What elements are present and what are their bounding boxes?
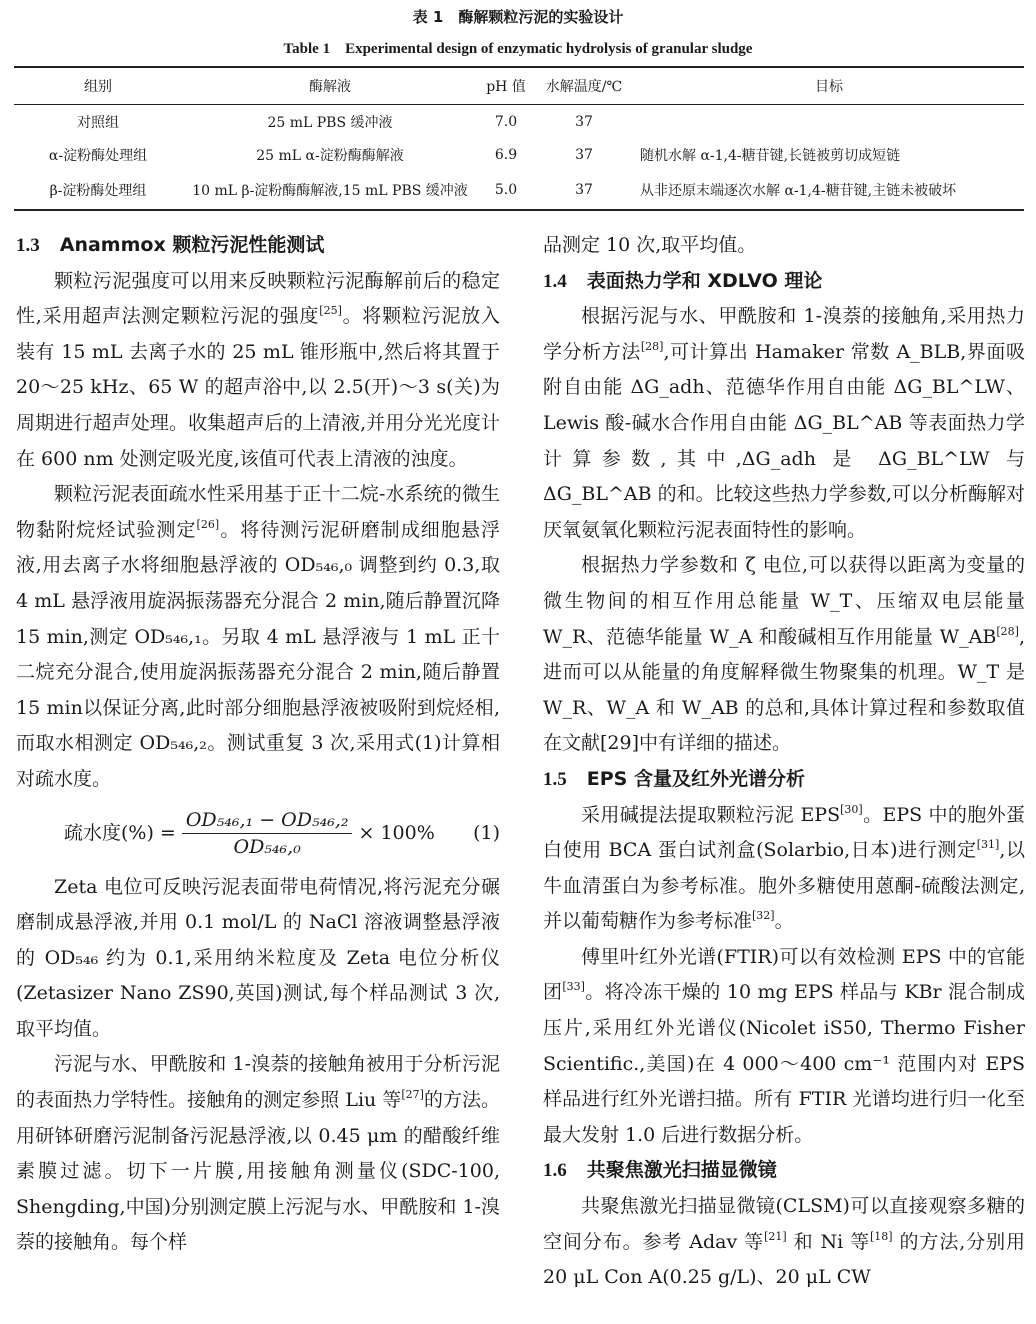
- table-cell: 对照组: [77, 114, 119, 131]
- left-column: [16, 228, 500, 1261]
- paragraph: 共聚焦激光扫描显微镜(CLSM)可以直接观察多糖的空间分布。参考 Adav 等[21] 和 Ni 等[18] 的方法,分别用 20 μL Con A(0.25 g/L)、20 μL CW: [543, 1195, 1025, 1289]
- citation[interactable]: [33]: [562, 980, 585, 994]
- citation[interactable]: [26]: [196, 517, 220, 531]
- paragraph: 采用碱提法提取颗粒污泥 EPS[30]。EPS 中的胞外蛋白使用 BCA 蛋白试剂盒(Solarbio,日本)进行测定[31],以牛血清蛋白为参考标准。胞外多糖使用蒽酮-硫酸法测定,并以葡萄糖作为参考标准[32]。: [543, 802, 1025, 933]
- table-cell: 5.0: [478, 171, 534, 210]
- citation[interactable]: [32]: [752, 909, 775, 923]
- paragraph: Zeta 电位可反映污泥表面带电荷情况,将污泥充分碾磨制成悬浮液,并用 0.1 mol/L 的 NaCl 溶液调整悬浮液的 OD₅₄₆ 约为 0.1,采用纳米粒度及 Zeta 电位分析仪(Zetasizer Nano ZS90,英国)测试,每个样品测试 3 次,取平均值。: [16, 875, 500, 1040]
- table-header-cell: 酶解液: [182, 67, 478, 105]
- citation[interactable]: [27]: [401, 1088, 424, 1102]
- section-heading-1-4: 1.4 表面热力学和 XDLVO 理论: [543, 269, 823, 292]
- citation[interactable]: [18]: [870, 1229, 893, 1243]
- table-cell: 10 mL β-淀粉酶酶解液,15 mL PBS 缓冲液: [182, 171, 478, 210]
- table-cell: 6.9: [494, 146, 518, 163]
- equation-1: [16, 798, 500, 870]
- table-cell: 随机水解 α-1,4-糖苷键,长链被剪切成短链: [640, 147, 901, 164]
- table-header-cell: 水解温度/℃: [534, 67, 634, 105]
- citation[interactable]: [25]: [319, 304, 342, 318]
- table-cell: 37: [575, 146, 593, 163]
- citation[interactable]: [28]: [640, 339, 664, 353]
- formula-numerator: OD₅₄₆,₁ − OD₅₄₆,₂: [182, 807, 353, 834]
- table-row: [14, 171, 1024, 210]
- formula-rhs: × 100%: [358, 821, 435, 844]
- paragraph: 颗粒污泥强度可以用来反映颗粒污泥酶解前后的稳定性,采用超声法测定颗粒污泥的强度[25]。将颗粒污泥放入装有 15 mL 去离子水的 25 mL 锥形瓶中,然后将其置于 20～25 kHz、65 W 的超声浴中,以 2.5(开)～3 s(关)为周期进行超声处理。收集超声后的上清液,并用分光光度计在 600 nm 处测定吸光度,该值可代表上清液的浊度。: [16, 269, 500, 470]
- formula-lhs: 疏水度(%) =: [64, 821, 176, 844]
- section-heading-1-5: 1.5 EPS 含量及红外光谱分析: [543, 767, 805, 790]
- formula-denominator: OD₅₄₆,₀: [233, 836, 301, 858]
- table-cell: 从非还原末端逐次水解 α-1,4-糖苷键,主链未被破坏: [634, 171, 1024, 210]
- paragraph: 颗粒污泥表面疏水性采用基于正十二烷-水系统的微生物黏附烷烃试验测定[26]。将待测污泥研磨制成细胞悬浮液,用去离子水将细胞悬浮液的 OD₅₄₆,₀ 调整到约 0.3,取 4 mL 悬浮液用旋涡振荡器充分混合 2 min,随后静置沉降 15 min,测定 OD₅₄₆,₁。另取 4 mL 悬浮液与 1 mL 正十二烷充分混合,使用旋涡振荡器充分混合 2 min,随后静置 15 min以保证分离,此时部分细胞悬浮液被吸附到烷烃相,而取水相测定 OD₅₄₆,₂。测试重复 3 次,采用式(1)计算相对疏水度。: [16, 483, 500, 790]
- table-cell: 37: [575, 113, 593, 130]
- paragraph: 根据污泥与水、甲酰胺和 1-溴萘的接触角,采用热力学分析方法[28],可计算出 Hamaker 常数 A_BLB,界面吸附自由能 ΔG_adh、范德华作用自由能 ΔG_BL^LW、Lewis 酸-碱水合作用自由能 ΔG_BL^AB 等表面热力学计算参数,其中,ΔG_adh 是 ΔG_BL^LW 与 ΔG_BL^AB 的和。比较这些热力学参数,可以分析酶解对厌氧氨氧化颗粒污泥表面特性的影响。: [543, 305, 1025, 541]
- citation[interactable]: [31]: [976, 838, 1000, 852]
- paragraph: 傅里叶红外光谱(FTIR)可以有效检测 EPS 中的官能团[33]。将冷冻干燥的 10 mg EPS 样品与 KBr 混合制成压片,采用红外光谱仪(Nicolet iS50, Thermo Fisher Scientific.,美国)在 4 000～400 cm⁻¹ 范围内对 EPS 样品进行红外光谱扫描。所有 FTIR 光谱均进行归一化至最大发射 1.0 后进行数据分析。: [543, 945, 1025, 1146]
- experimental-design-table: [14, 66, 1024, 211]
- table-header-cell: pH 值: [478, 67, 534, 105]
- table-cell: 25 mL α-淀粉酶酶解液: [256, 147, 404, 164]
- formula-fraction: [182, 807, 353, 860]
- table-caption-zh: 表 1 酶解颗粒污泥的实验设计: [412, 8, 624, 26]
- table-cell: β-淀粉酶处理组: [14, 171, 182, 210]
- table-cell: α-淀粉酶处理组: [48, 147, 148, 164]
- table-header-row: [14, 67, 1024, 105]
- table-row: [14, 105, 1024, 139]
- table-cell: 37: [534, 171, 634, 210]
- table-cell: 7.0: [494, 113, 518, 130]
- citation[interactable]: [21]: [764, 1229, 787, 1243]
- equation-number: (1): [473, 821, 500, 844]
- citation[interactable]: [30]: [840, 802, 863, 816]
- table-header-cell: 组别: [14, 67, 182, 105]
- section-heading-1-3: 1.3 Anammox 颗粒污泥性能测试: [16, 234, 325, 256]
- table-caption-en: Table 1 Experimental design of enzymatic hydrolysis of granular sludge: [283, 41, 753, 57]
- paragraph: 污泥与水、甲酰胺和 1-溴萘的接触角被用于分析污泥的表面热力学特性。接触角的测定参照 Liu 等[27]的方法。用研钵研磨污泥制备污泥悬浮液,以 0.45 μm 的醋酸纤维素膜过滤。切下一片膜,用接触角测量仪(SDC-100, Shengding,中国)分别测定膜上污泥与水、甲酰胺和 1-溴萘的接触角。每个样: [16, 1053, 500, 1254]
- table-cell: 25 mL PBS 缓冲液: [267, 114, 393, 131]
- table-row: [14, 138, 1024, 171]
- section-heading-1-6: 1.6 共聚焦激光扫描显微镜: [543, 1159, 777, 1182]
- table-cell: [634, 105, 1024, 139]
- paragraph: 根据热力学参数和 ζ 电位,可以获得以距离为变量的微生物间的相互作用总能量 W_T、压缩双电层能量 W_R、范德华能量 W_A 和酸碱相互作用能量 W_AB[28],进而可以从能量的角度解释微生物聚集的机理。W_T 是 W_R、W_A 和 W_AB 的总和,具体计算过程和参数取值在文献[29]中有详细的描述。: [543, 554, 1025, 755]
- right-column: [543, 228, 1025, 1296]
- paragraph-continued: 品测定 10 次,取平均值。: [543, 234, 757, 256]
- table-header-cell: 目标: [634, 67, 1024, 105]
- citation[interactable]: [28]: [996, 624, 1019, 638]
